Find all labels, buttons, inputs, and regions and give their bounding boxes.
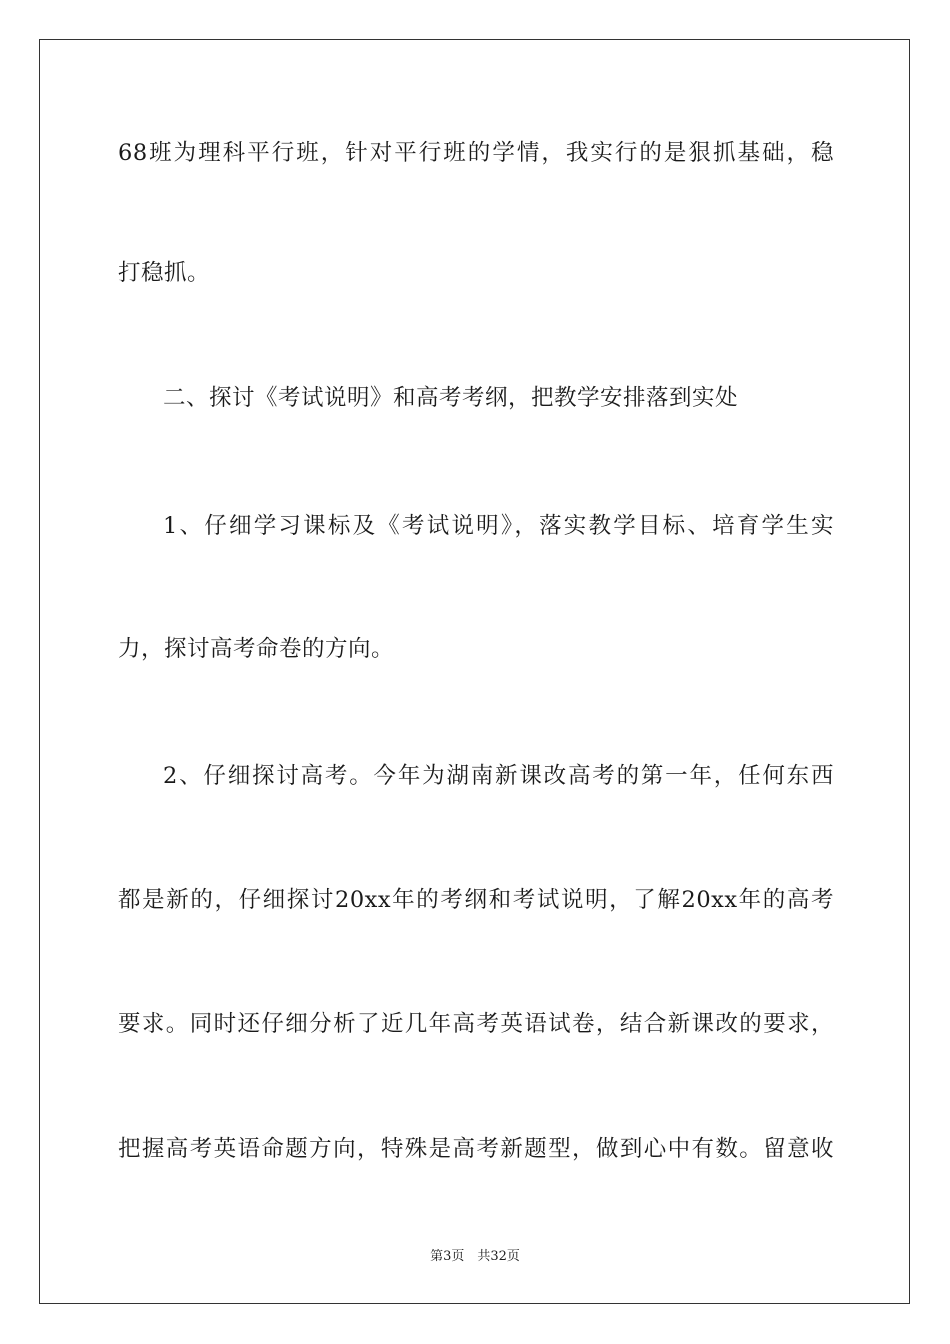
paragraph-line: 68班为理科平行班，针对平行班的学情，我实行的是狠抓基础，稳: [118, 140, 834, 166]
page-border: [39, 39, 910, 1304]
paragraph-line: 都是新的，仔细探讨20xx年的考纲和考试说明，了解20xx年的高考: [118, 887, 834, 913]
paragraph-line: 2、仔细探讨高考。今年为湖南新课改高考的第一年，任何东西: [163, 763, 834, 789]
paragraph-line: 把握高考英语命题方向，特殊是高考新题型，做到心中有数。留意收: [118, 1136, 834, 1162]
section-heading: 二、探讨《考试说明》和高考考纲，把教学安排落到实处: [163, 385, 739, 411]
paragraph-line: 1、仔细学习课标及《考试说明》，落实教学目标、培育学生实: [163, 513, 834, 539]
paragraph-line: 力，探讨高考命卷的方向。: [118, 636, 395, 662]
paragraph-line: 打稳抓。: [118, 260, 211, 286]
paragraph-line: 要求。同时还仔细分析了近几年高考英语试卷，结合新课改的要求，: [118, 1011, 834, 1037]
page-number: 第3页 共32页: [430, 1249, 520, 1264]
